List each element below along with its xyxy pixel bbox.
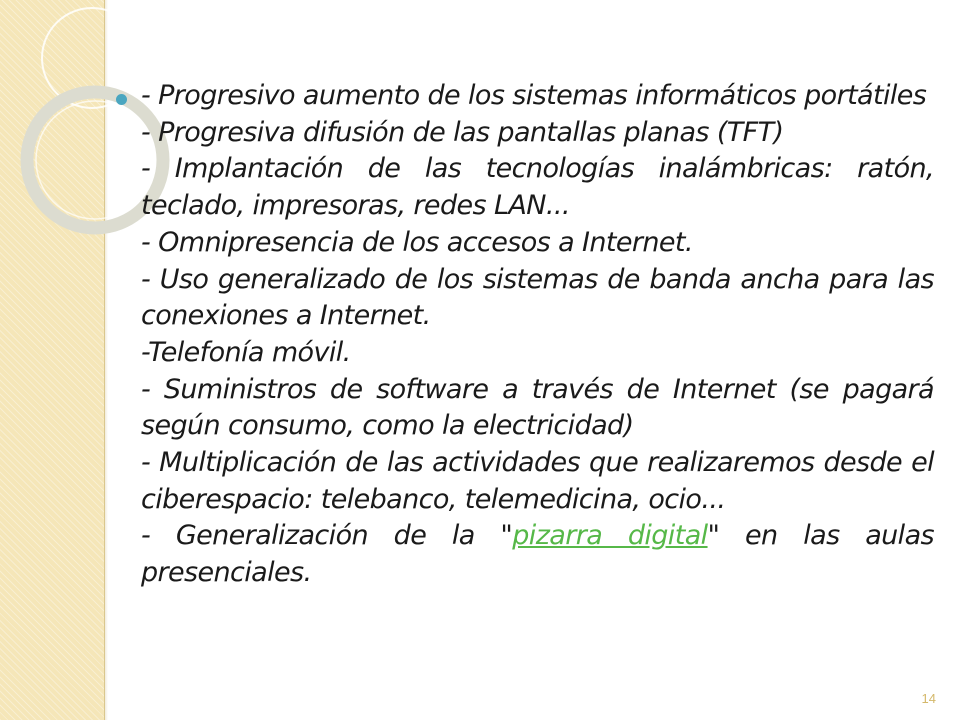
- bullet-item: [116, 78, 934, 592]
- text-line: - Progresiva difusión de las pantallas planas (TFT): [141, 116, 784, 148]
- content-area: [116, 78, 934, 592]
- bullet-icon: [116, 94, 127, 105]
- text-line: - Omnipresencia de los accesos a Internet.: [141, 226, 693, 258]
- text-line: - Suministros de software a través de Internet (se pagará según consumo, como la electricidad): [141, 373, 934, 442]
- pizarra-digital-link[interactable]: pizarra digital: [512, 520, 708, 552]
- text-line: - Progresivo aumento de los sistemas informáticos portátiles: [141, 80, 927, 111]
- link-suffix-text: " en las aulas presenciales.: [141, 520, 934, 589]
- bullet-text: [141, 78, 934, 592]
- text-line: - Uso generalizado de los sistemas de banda ancha para las conexiones a Internet.: [141, 263, 934, 332]
- link-prefix-text: - Generalización de la ": [141, 520, 513, 552]
- page-number: 14: [921, 691, 936, 706]
- text-line: - Multiplicación de las actividades que realizaremos desde el ciberespacio: telebanco, telemedicina, ocio...: [141, 447, 934, 515]
- text-line-with-link: [141, 518, 934, 591]
- text-line: -Telefonía móvil.: [141, 336, 351, 368]
- text-line: - Implantación de las tecnologías inalámbricas: ratón, teclado, impresoras, redes LAN...: [141, 153, 934, 222]
